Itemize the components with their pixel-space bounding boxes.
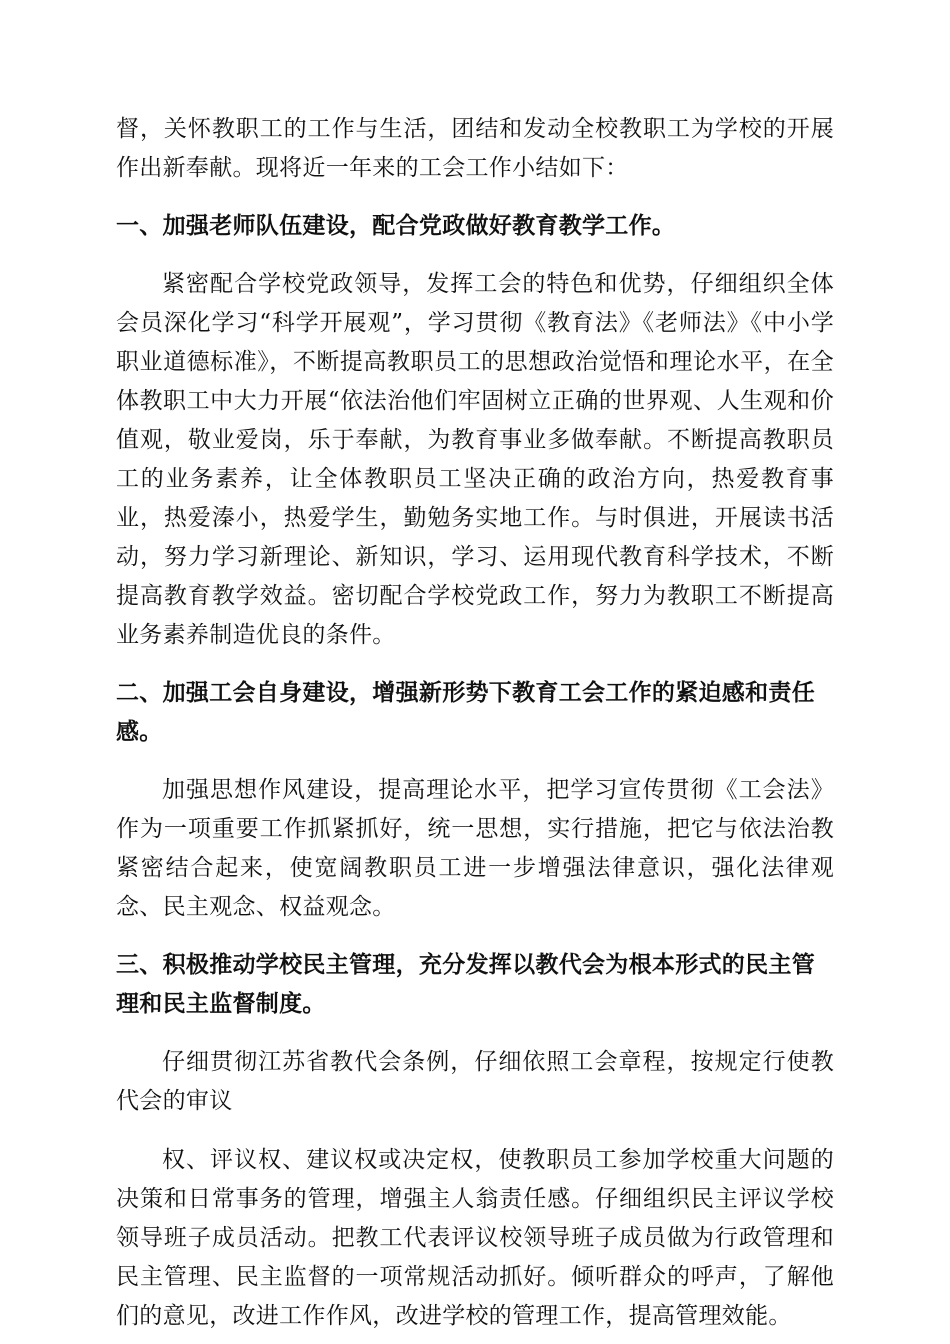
section-2-paragraph: 加强思想作风建设，提高理论水平，把学习宣传贯彻《工会法》作为一项重要工作抓紧抓好，统一思想，实行措施，把它与依法治教紧密结合起来，使宽阔教职员工进一步增强法律意识，强化法律观念、民主观念、权益观念。 bbox=[116, 777, 834, 920]
spacer bbox=[116, 751, 834, 771]
section-1-paragraph: 紧密配合学校党政领导，发挥工会的特色和优势，仔细组织全体会员深化学习“科学开展观”，学习贯彻《教育法》《老师法》《中小学职业道德标准》，不断提高教职员工的思想政治觉悟和理论水平，在全体教职工中大力开展“依法治他们牢固树立正确的世界观、人生观和价值观，敬业爱岗，乐于奉献，为教育事业多做奉献。不断提高教职员工的业务素养，让全体教职员工坚决正确的政治方向，热爱教育事业，热爱溱小，热爱学生，勤勉务实地工作。与时俱进，开展读书活动，努力学习新理论、新知识，学习、运用现代教育科学技术，不断提高教育教学效益。密切配合学校党政工作，努力为教职工不断提高业务素养制造优良的条件。 bbox=[116, 271, 834, 648]
spacer bbox=[116, 245, 834, 265]
spacer bbox=[116, 927, 834, 945]
document-page bbox=[116, 110, 834, 1336]
section-3-paragraph-2: 权、评议权、建议权或决定权，使教职员工参加学校重大问题的决策和日常事务的管理，增强主人翁责任感。仔细组织民主评议学校领导班子成员活动。把教工代表评议校领导班子成员做为行政管理和民主管理、民主监督的一项常规活动抓好。倾听群众的呼声，了解他们的意见，改进工作作风，改进学校的管理工作，提高管理效能。 bbox=[116, 1147, 834, 1329]
spacer bbox=[116, 1121, 834, 1141]
section-3-heading: 三、积极推动学校民主管理，充分发挥以教代会为根本形式的民主管理和民主监督制度。 bbox=[116, 951, 815, 1017]
intro-paragraph: 督，关怀教职工的工作与生活，团结和发动全校教职工为学校的开展作出新奉献。现将近一年来的工会工作小结如下： bbox=[116, 116, 834, 181]
section-2-heading: 二、加强工会自身建设，增强新形势下教育工会工作的紧迫感和责任感。 bbox=[116, 679, 815, 745]
spacer bbox=[116, 1023, 834, 1043]
spacer bbox=[116, 655, 834, 673]
spacer bbox=[116, 188, 834, 206]
section-3-paragraph-1: 仔细贯彻江苏省教代会条例，仔细依照工会章程，按规定行使教代会的审议 bbox=[116, 1049, 834, 1114]
section-1-heading: 一、加强老师队伍建设，配合党政做好教育教学工作。 bbox=[116, 212, 676, 239]
